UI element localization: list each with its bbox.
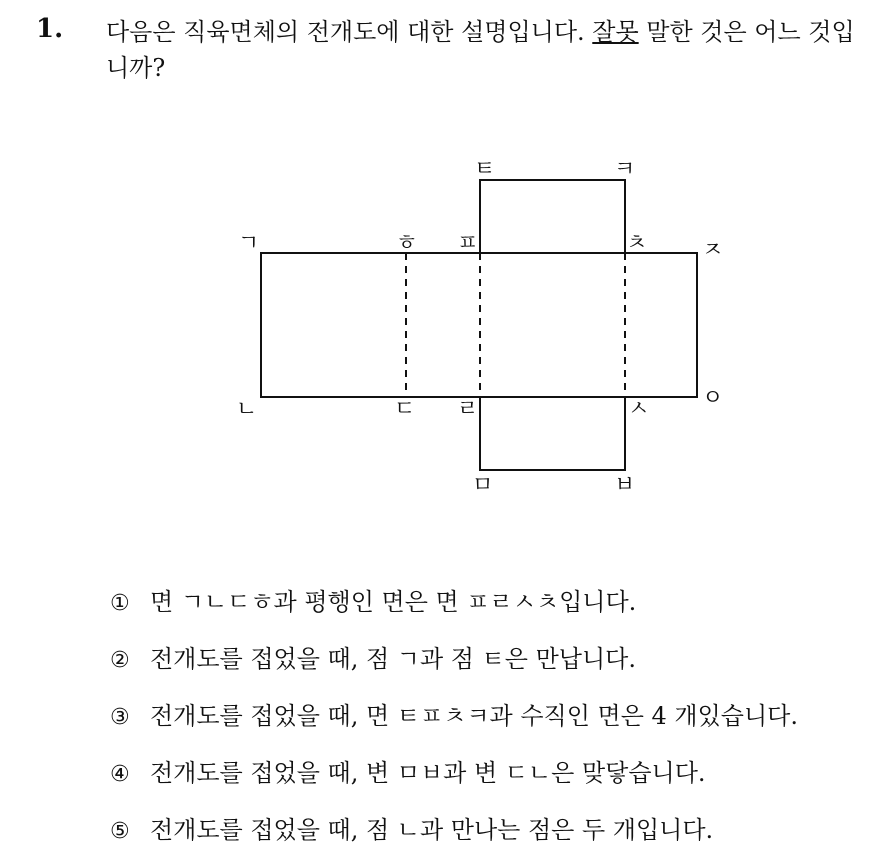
vertex-label-d: ㄷ bbox=[394, 397, 416, 422]
answer-choices bbox=[110, 582, 798, 867]
question-number: 1. bbox=[36, 14, 64, 44]
choice-2-number: ② bbox=[110, 648, 130, 673]
net-outline-bottom-face bbox=[480, 397, 625, 470]
vertex-label-k: ㅋ bbox=[614, 157, 636, 182]
choice-2[interactable] bbox=[110, 639, 798, 696]
question-text-part1: 다음은 직육면체의 전개도에 대한 설명입니다. bbox=[106, 18, 593, 46]
choice-1-number: ① bbox=[110, 591, 130, 616]
choice-5[interactable] bbox=[110, 810, 798, 867]
vertex-label-ch: ㅊ bbox=[626, 231, 648, 256]
choice-4-number: ④ bbox=[110, 762, 130, 787]
vertex-label-p: ㅍ bbox=[457, 231, 479, 256]
choice-5-text: 전개도를 접었을 때, 점 ㄴ과 만나는 점은 두 개입니다. bbox=[150, 816, 714, 844]
vertex-label-s: ㅅ bbox=[628, 397, 650, 422]
choice-5-number: ⑤ bbox=[110, 819, 130, 844]
choice-3[interactable] bbox=[110, 696, 798, 753]
choice-4[interactable] bbox=[110, 753, 798, 810]
choice-4-text: 전개도를 접었을 때, 변 ㅁㅂ과 변 ㄷㄴ은 맞닿습니다. bbox=[150, 759, 706, 787]
vertex-label-b: ㅂ bbox=[614, 473, 636, 498]
net-outline-top-face bbox=[480, 180, 625, 253]
choice-1-text: 면 ㄱㄴㄷㅎ과 평행인 면은 면 ㅍㄹㅅㅊ입니다. bbox=[150, 588, 637, 616]
vertex-label-m: ㅁ bbox=[472, 473, 494, 498]
vertex-label-o: ㅇ bbox=[702, 386, 724, 411]
vertex-label-j: ㅈ bbox=[702, 238, 724, 263]
choice-1[interactable] bbox=[110, 582, 798, 639]
vertex-label-g: ㄱ bbox=[238, 231, 260, 256]
vertex-label-r: ㄹ bbox=[457, 397, 479, 422]
vertex-label-t: ㅌ bbox=[474, 157, 496, 182]
choice-3-number: ③ bbox=[110, 705, 130, 730]
question-text-part2: 말한 것은 어느 것입니까? bbox=[106, 18, 855, 82]
vertex-label-n: ㄴ bbox=[236, 397, 258, 422]
vertex-label-h: ㅎ bbox=[396, 231, 418, 256]
question-text-underlined: 잘못 bbox=[592, 18, 639, 46]
choice-3-text: 전개도를 접었을 때, 면 ㅌㅍㅊㅋ과 수직인 면은 4 개있습니다. bbox=[150, 702, 798, 730]
choice-2-text: 전개도를 접었을 때, 점 ㄱ과 점 ㅌ은 만납니다. bbox=[150, 645, 636, 673]
